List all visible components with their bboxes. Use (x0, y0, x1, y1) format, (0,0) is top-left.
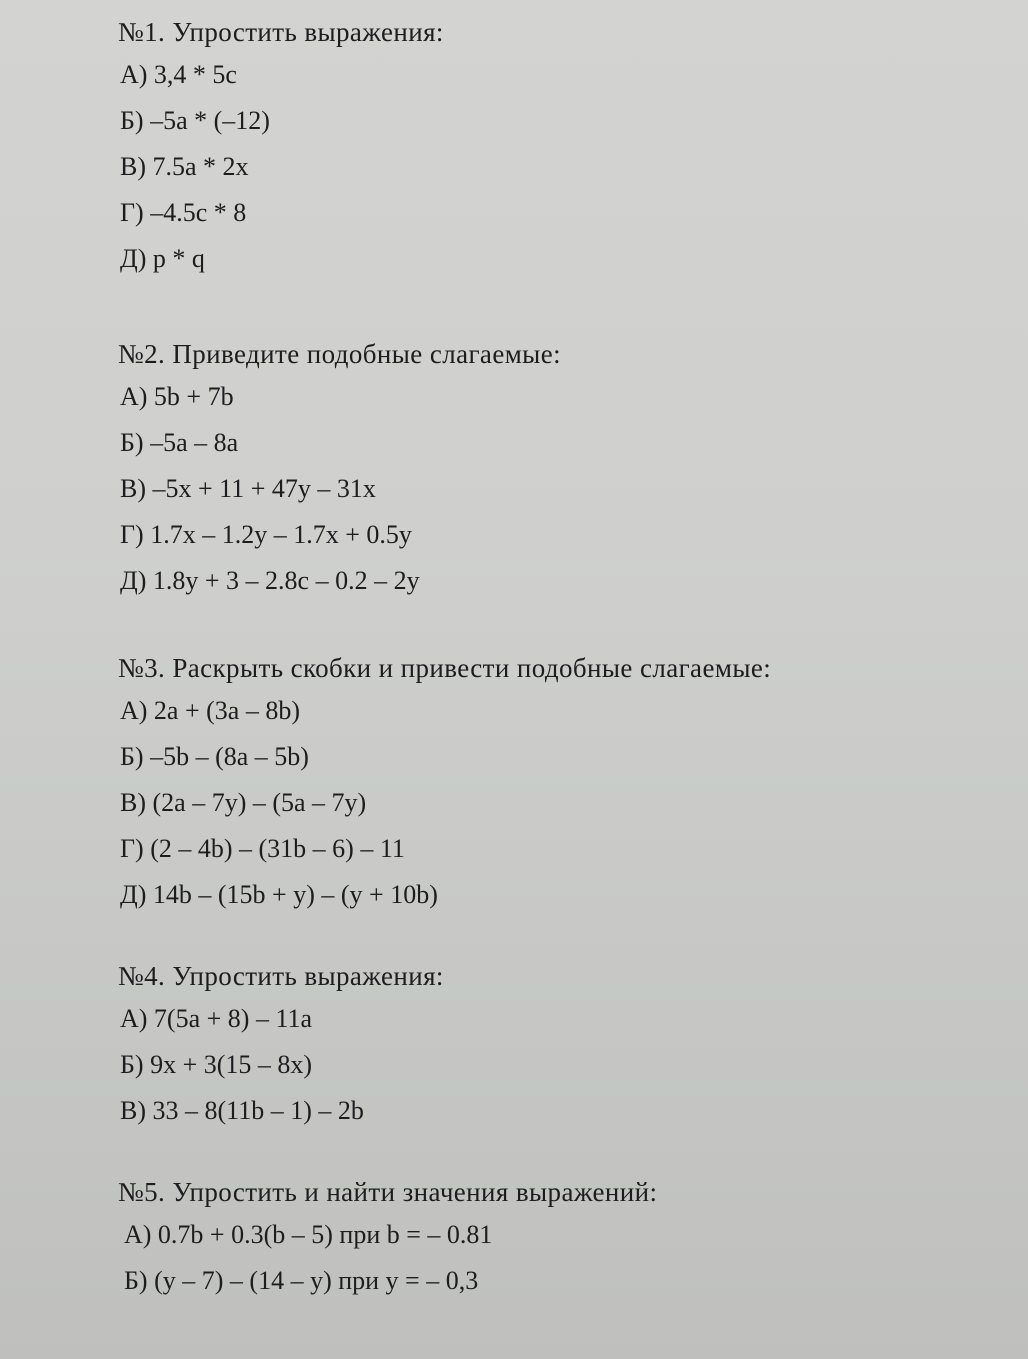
task-1-item-v: В) 7.5а * 2х (120, 152, 249, 181)
task-2-item-b: Б) –5a – 8a (120, 428, 239, 457)
task-5-item-b: Б) (y – 7) – (14 – y) при y = – 0,3 (124, 1266, 479, 1295)
task-2-item-v: В) –5x + 11 + 47y – 31x (120, 474, 376, 503)
task-2-item-g: Г) 1.7x – 1.2y – 1.7x + 0.5y (120, 520, 412, 549)
task-2-title: №2. Приведите подобные слагаемые: (118, 339, 562, 369)
task-1-title: №1. Упростить выражения: (118, 17, 444, 47)
task-3-item-v: В) (2a – 7y) – (5a – 7y) (120, 788, 367, 817)
task-3-item-b: Б) –5b – (8a – 5b) (120, 742, 309, 771)
task-5-item-a: А) 0.7b + 0.3(b – 5) при b = – 0.81 (124, 1220, 493, 1249)
task-4-title: №4. Упростить выражения: (118, 961, 444, 991)
task-1-item-d: Д) p * q (120, 244, 205, 273)
task-3-item-d: Д) 14b – (15b + y) – (y + 10b) (120, 880, 438, 909)
task-3-item-g: Г) (2 – 4b) – (31b – 6) – 11 (120, 834, 405, 863)
task-4 (118, 956, 998, 1134)
task-2-item-a: А) 5b + 7b (120, 382, 234, 411)
task-5-title: №5. Упростить и найти значения выражений: (118, 1177, 658, 1207)
task-5 (118, 1172, 998, 1304)
task-4-item-b: Б) 9x + 3(15 – 8x) (120, 1050, 313, 1079)
task-3-title: №3. Раскрыть скобки и привести подобные слагаемые: (118, 653, 772, 683)
task-4-item-v: В) 33 – 8(11b – 1) – 2b (120, 1096, 364, 1125)
task-3 (118, 648, 998, 918)
task-2-item-d: Д) 1.8y + 3 – 2.8c – 0.2 – 2y (120, 566, 420, 595)
task-2 (118, 334, 998, 604)
task-1-item-b: Б) –5а * (–12) (120, 106, 270, 135)
task-1-item-a: А) 3,4 * 5с (120, 60, 237, 89)
task-1-item-g: Г) –4.5с * 8 (120, 198, 247, 227)
task-1 (118, 12, 998, 282)
task-4-item-a: А) 7(5a + 8) – 11a (120, 1004, 313, 1033)
task-3-item-a: А) 2a + (3a – 8b) (120, 696, 300, 725)
